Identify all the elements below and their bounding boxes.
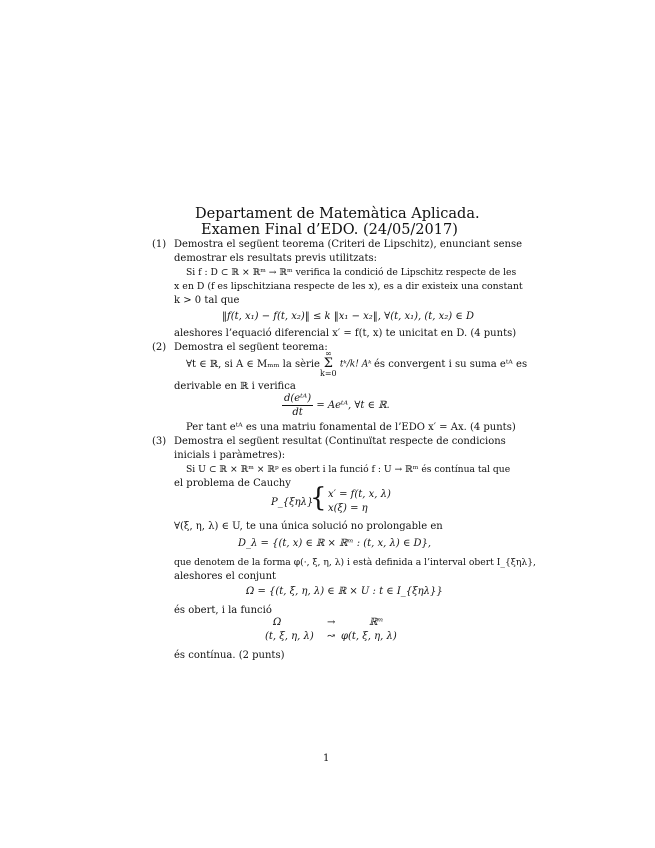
map-value: φ(t, ξ, η, λ) [341,631,397,642]
q3-line-8: és obert, i la funció [174,605,272,616]
title-line-2: Examen Final d’EDO. (24/05/2017) [201,222,458,238]
map-argument: (t, ξ, η, λ) [265,631,314,642]
fraction-denominator: dt [292,407,303,418]
system-equation-2: x(ξ) = η [328,503,368,514]
q3-line-4: el problema de Cauchy [174,478,291,489]
q1-line-5: k > 0 tal que [174,295,240,306]
sum-term: tᵏ/k! Aᵏ [339,359,372,370]
q1-line-3: Si f : D ⊂ ℝ × ℝᵐ → ℝᵐ verifica la condició de Lipschitz respecte de les [186,267,517,278]
page-number: 1 [323,753,330,764]
map-arrow: → [327,617,336,628]
q3-line-1: Demostra el següent resultat (Continuïtat respecte de condicions [174,436,506,447]
q2-number: (2) [152,342,167,353]
q3-line-2: inicials i paràmetres): [174,450,286,461]
domain-definition: D_λ = {(t, x) ∈ ℝ × ℝᵐ : (t, x, λ) ∈ D}, [238,538,432,549]
q1-number: (1) [152,239,167,250]
q3-line-5: ∀(ξ, η, λ) ∈ U, te una única solució no prolongable en [174,521,443,532]
map-domain: Ω [273,617,282,628]
q3-line-9: és contínua. (2 punts) [174,650,285,661]
q1-line-2: demostrar els resultats previs utilitzats: [174,253,377,264]
map-maps-to: ↝ [327,631,336,642]
q2-line-3: derivable en ℝ i verifica [174,381,296,392]
omega-definition: Ω = {(t, ξ, η, λ) ∈ ℝ × U : t ∈ I_{ξηλ}} [246,586,443,597]
q2-line-2b: és convergent i su suma eᵗᴬ es [374,359,528,370]
series-sum [320,350,371,378]
lipschitz-condition-formula: ‖f(t, x₁) − f(t, x₂)‖ ≤ k ‖x₁ − x₂‖, ∀(t, x₁), (t, x₂) ∈ D [222,311,474,322]
sum-upper-limit: ∞ [324,349,332,358]
q3-line-3: Si U ⊂ ℝ × ℝᵐ × ℝᵖ es obert i la funció f : U → ℝᵐ és contínua tal que [186,464,511,475]
q1-line-1: Demostra el següent teorema (Criteri de Lipschitz), enunciant sense [174,239,522,250]
title-line-1: Departament de Matemàtica Aplicada. [195,206,480,222]
sigma-symbol: ∞ Σ k=0 [320,349,337,378]
q1-line-6: aleshores l’equació diferencial x′ = f(t, x) te unicitat en D. (4 punts) [174,328,517,339]
q3-number: (3) [152,436,167,447]
q3-line-7: aleshores el conjunt [174,571,277,582]
derivative-fraction [282,392,313,419]
fraction-numerator: d(eᵗᴬ) [284,393,312,404]
sum-lower-limit: k=0 [320,369,337,378]
q2-line-1: Demostra el següent teorema: [174,342,328,353]
q2-line-4: Per tant eᵗᴬ es una matriu fonamental de l’EDO x′ = Ax. (4 punts) [186,422,516,433]
map-codomain: ℝᵐ [369,617,384,628]
page-title [195,206,495,238]
derivative-rhs: = Aeᵗᴬ, ∀t ∈ ℝ. [316,400,390,411]
cauchy-problem-label: P_{ξηλ} [271,497,314,508]
system-brace: { [310,483,327,513]
q2-line-2a: ∀t ∈ ℝ, si A ∈ Mₘₘ la sèrie [186,359,320,370]
q1-line-4: x en D (f es lipschitziana respecte de les x), es a dir existeix una constant [174,281,523,292]
derivative-formula [282,392,390,419]
system-equation-1: x′ = f(t, x, λ) [328,489,391,500]
q3-line-6: que denotem de la forma φ(·, ξ, η, λ) i està definida a l’interval obert I_{ξηλ}, [174,557,536,568]
